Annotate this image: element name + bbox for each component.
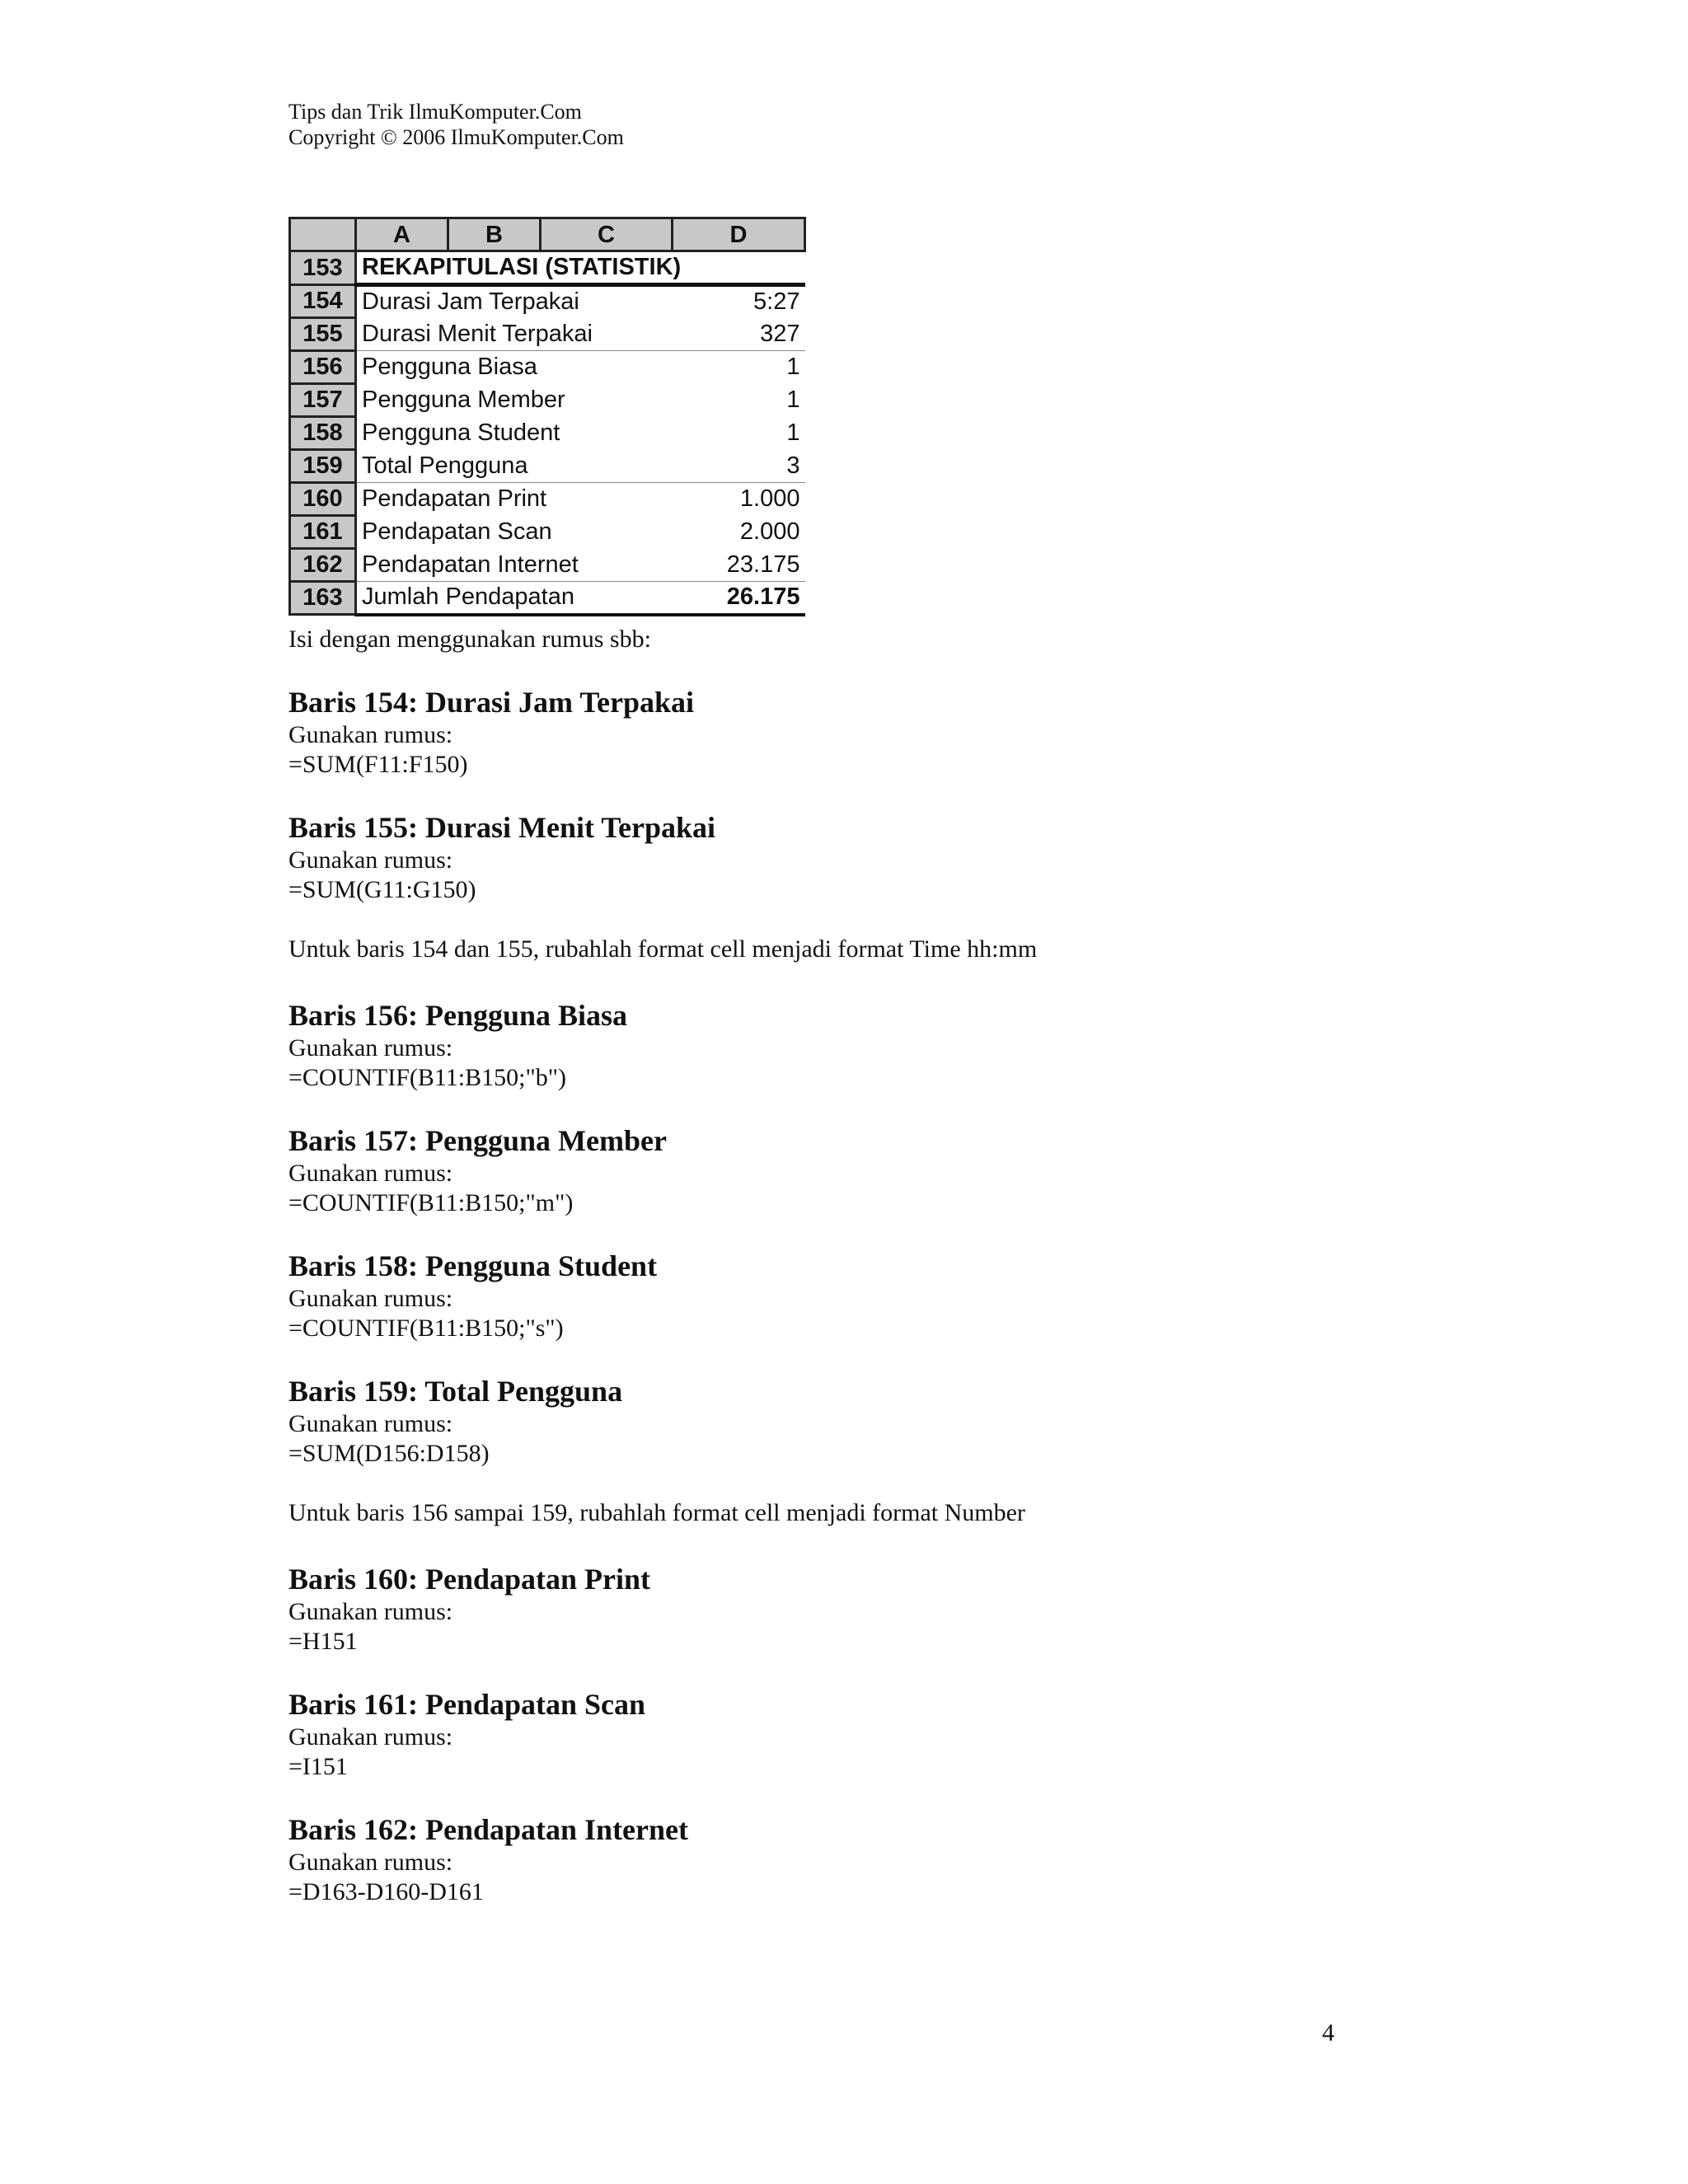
formula-text: =SUM(D156:D158) (288, 1440, 490, 1467)
table-title: REKAPITULASI (STATISTIK) (356, 251, 805, 285)
page-header (288, 99, 624, 150)
formula-label: Gunakan rumus: (288, 1285, 453, 1312)
row-value: 3 (673, 450, 805, 483)
column-header-row (290, 218, 805, 251)
row-value: 1 (786, 387, 800, 413)
row-value: 5:27 (753, 288, 800, 316)
section-heading: Baris 157: Pengguna Member (288, 1124, 667, 1157)
row-number: 157 (290, 384, 356, 417)
section-heading: Baris 158: Pengguna Student (288, 1249, 658, 1282)
row-number: 156 (290, 351, 356, 384)
formula-text: =I151 (288, 1753, 348, 1780)
formula-text: =D163-D160-D161 (288, 1878, 484, 1905)
row-number: 158 (290, 417, 356, 450)
formula-label: Gunakan rumus: (288, 1410, 453, 1437)
row-number: 161 (290, 516, 356, 549)
row-value: 2.000 (739, 518, 800, 545)
formula-section (288, 1686, 1442, 1782)
formula-section (288, 1811, 1442, 1907)
section-heading: Baris 162: Pendapatan Internet (288, 1813, 688, 1846)
row-number: 159 (290, 450, 356, 483)
table-row (290, 384, 805, 417)
formula-label: Gunakan rumus: (288, 1849, 453, 1876)
table-row (290, 516, 805, 549)
row-label: Pendapatan Print (356, 483, 673, 516)
row-value: 1 (786, 419, 800, 446)
formula-section (288, 1561, 1442, 1657)
table-row (290, 285, 805, 318)
section-heading: Baris 159: Total Pengguna (288, 1375, 623, 1408)
formula-text: =COUNTIF(B11:B150;"b") (288, 1064, 566, 1091)
format-note: Untuk baris 154 dan 155, rubahlah format cell menjadi format Time hh:mm (288, 935, 1038, 963)
row-label: Jumlah Pendapatan (356, 582, 673, 615)
document-body (288, 625, 1442, 1937)
section-heading: Baris 156: Pengguna Biasa (288, 999, 628, 1032)
formula-section (288, 1248, 1442, 1343)
table-row-total (290, 582, 805, 615)
page-number: 4 (1322, 2019, 1334, 2046)
table-row (290, 351, 805, 384)
formula-label: Gunakan rumus: (288, 1034, 453, 1062)
formula-text: =SUM(G11:G150) (288, 876, 476, 903)
format-note: Untuk baris 156 sampai 159, rubahlah format cell menjadi format Number (288, 1499, 1025, 1526)
spreadsheet-table (288, 217, 806, 616)
row-label: Durasi Menit Terpakai (356, 318, 673, 351)
corner-cell (290, 218, 356, 251)
row-label: Pendapatan Scan (356, 516, 673, 549)
formula-section (288, 1122, 1442, 1218)
formula-text: =COUNTIF(B11:B150;"s") (288, 1315, 564, 1342)
formula-text: =COUNTIF(B11:B150;"m") (288, 1189, 574, 1216)
row-label: Total Pengguna (356, 450, 673, 483)
formula-section (288, 997, 1442, 1093)
row-label: Pengguna Student (356, 417, 673, 450)
section-heading: Baris 155: Durasi Menit Terpakai (288, 811, 716, 844)
table-row (290, 549, 805, 582)
formula-section (288, 809, 1442, 905)
header-site-line: Tips dan Trik IlmuKomputer.Com (288, 100, 582, 124)
row-number: 154 (290, 285, 356, 318)
row-label: Pengguna Biasa (356, 351, 673, 384)
formula-label: Gunakan rumus: (288, 1598, 453, 1625)
column-header-c: C (541, 218, 673, 251)
column-header-d: D (673, 218, 805, 251)
table-row (290, 483, 805, 516)
section-heading: Baris 161: Pendapatan Scan (288, 1688, 646, 1721)
row-number: 153 (290, 251, 356, 285)
row-value: 1 (786, 354, 800, 381)
formula-section (288, 1373, 1442, 1469)
column-header-a: A (356, 218, 448, 251)
formula-label: Gunakan rumus: (288, 846, 453, 874)
header-copyright-line: Copyright © 2006 IlmuKomputer.Com (288, 125, 624, 149)
intro-text: Isi dengan menggunakan rumus sbb: (288, 626, 651, 653)
table-row (290, 450, 805, 483)
table-row (290, 318, 805, 351)
formula-label: Gunakan rumus: (288, 1723, 453, 1750)
row-value: 327 (673, 318, 805, 351)
table-title-row (290, 251, 805, 285)
row-value: 26.175 (673, 582, 805, 615)
section-heading: Baris 154: Durasi Jam Terpakai (288, 686, 695, 719)
section-heading: Baris 160: Pendapatan Print (288, 1563, 651, 1596)
formula-section (288, 684, 1442, 780)
row-number: 155 (290, 318, 356, 351)
row-label: Durasi Jam Terpakai (356, 285, 673, 318)
row-label: Pendapatan Internet (356, 549, 673, 582)
row-number: 160 (290, 483, 356, 516)
formula-text: =H151 (288, 1628, 358, 1655)
row-number: 162 (290, 549, 356, 582)
column-header-b: B (448, 218, 541, 251)
formula-text: =SUM(F11:F150) (288, 751, 468, 778)
row-value: 23.175 (673, 549, 805, 582)
row-number: 163 (290, 582, 356, 615)
row-value: 1.000 (739, 485, 800, 513)
formula-label: Gunakan rumus: (288, 1160, 453, 1187)
formula-label: Gunakan rumus: (288, 721, 453, 748)
table-row (290, 417, 805, 450)
row-label: Pengguna Member (356, 384, 673, 417)
